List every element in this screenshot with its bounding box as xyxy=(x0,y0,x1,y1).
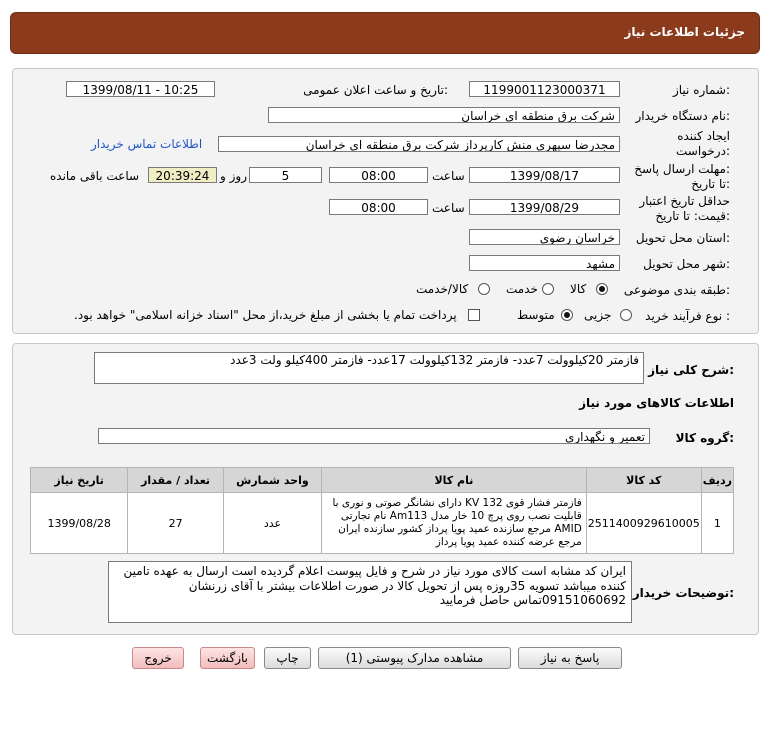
province-label: استان محل تحویل: xyxy=(635,231,730,245)
process-option-medium: متوسط xyxy=(517,308,555,322)
category-label: طبقه بندی موضوعی: xyxy=(623,283,730,297)
print-button[interactable]: چاپ xyxy=(264,647,311,669)
deadline-label-2: تا تاریخ: xyxy=(691,177,730,191)
deadline-time-field: 08:00 xyxy=(329,167,428,183)
category-option-goods: کالا xyxy=(570,282,587,296)
treasury-note: پرداخت تمام یا بخشی از مبلغ خرید،از محل "اسناد خزانه اسلامی" خواهد بود. xyxy=(74,308,457,322)
general-desc-label: شرح کلی نیاز: xyxy=(648,363,734,377)
cell-code: 2511400929610005 xyxy=(586,493,701,554)
goods-table xyxy=(30,467,734,554)
page-title: جزئیات اطلاعات نیاز xyxy=(624,25,745,39)
category-option-service: خدمت xyxy=(506,282,538,296)
back-button[interactable]: بازگشت xyxy=(200,647,255,669)
category-radio-goods[interactable] xyxy=(596,283,608,295)
creator-label-2: درخواست: xyxy=(676,144,730,158)
creator-label: ایجاد کننده xyxy=(677,129,730,143)
goods-group-label: گروه کالا: xyxy=(675,431,734,445)
page-header xyxy=(10,12,760,54)
process-label: نوع فرآیند خرید : xyxy=(645,309,730,323)
col-header-qty: تعداد / مقدار xyxy=(128,468,224,493)
deadline-date-field: 1399/08/17 xyxy=(469,167,620,183)
validity-label-2: قیمت: تا تاریخ: xyxy=(655,209,730,223)
col-header-code: کد کالا xyxy=(586,468,701,493)
remaining-label: ساعت باقی مانده xyxy=(50,169,140,183)
cell-name: فازمتر فشار قوی KV 132 دارای نشانگر صوتی و نوری با قابلیت نصب روی پرچ 10 خار مدل Am113 نام تجارتی AMID مرجع سازنده عمید پویا پرداز کشور سازنده ایران مرجع عرضه کننده عمید پویا پرداز xyxy=(322,493,587,554)
table-row xyxy=(31,493,734,554)
validity-time-field: 08:00 xyxy=(329,199,428,215)
creator-field: مجدرضا سپهری منش کارپرداز شرکت برق منطقه ای خراسان xyxy=(218,136,620,152)
cell-qty: 27 xyxy=(128,493,224,554)
table-header-row xyxy=(31,468,734,493)
exit-button[interactable]: خروج xyxy=(132,647,184,669)
general-desc-field: فازمتر 20کیلوولت 7عدد- فازمتر 132کیلوولت 17عدد- فازمتر 400کیلو ولت 3عدد xyxy=(94,352,644,384)
buyer-field: شرکت برق منطقه ای خراسان xyxy=(268,107,620,123)
buyer-notes-label: توضیحات خریدار: xyxy=(632,586,734,600)
process-radio-minor[interactable] xyxy=(620,309,632,321)
col-header-name: نام کالا xyxy=(322,468,587,493)
cell-row-number: 1 xyxy=(701,493,733,554)
cell-date: 1399/08/28 xyxy=(31,493,128,554)
validity-date-field: 1399/08/29 xyxy=(469,199,620,215)
buyer-contact-link[interactable]: اطلاعات تماس خریدار xyxy=(91,137,203,151)
announce-label: تاریخ و ساعت اعلان عمومی: xyxy=(303,83,448,97)
reply-button[interactable]: پاسخ به نیاز xyxy=(518,647,622,669)
days-label: روز و xyxy=(220,169,247,183)
treasury-checkbox[interactable] xyxy=(468,309,480,321)
city-field: مشهد xyxy=(469,255,620,271)
remaining-time-field: 20:39:24 xyxy=(148,167,217,183)
category-radio-service[interactable] xyxy=(542,283,554,295)
buyer-label: نام دستگاه خریدار: xyxy=(635,109,730,123)
need-number-label: شماره نیاز: xyxy=(672,83,730,97)
validity-label: حداقل تاریخ اعتبار xyxy=(639,194,730,208)
process-radio-medium[interactable] xyxy=(561,309,573,321)
validity-time-label: ساعت xyxy=(432,201,465,215)
deadline-time-label: ساعت xyxy=(432,169,465,183)
cell-unit: عدد xyxy=(223,493,321,554)
view-attachments-button[interactable]: مشاهده مدارک پیوستی (1) xyxy=(318,647,511,669)
goods-section-title: اطلاعات کالاهای مورد نیاز xyxy=(579,396,734,410)
process-option-minor: جزیی xyxy=(584,308,612,322)
days-field: 5 xyxy=(249,167,322,183)
need-number-field: 1199001123000371 xyxy=(469,81,620,97)
col-header-unit: واحد شمارش xyxy=(223,468,321,493)
city-label: شهر محل تحویل: xyxy=(643,257,730,271)
buyer-notes-field: ایران کد مشابه است کالای مورد نیاز در شرح و فایل پیوست اعلام گردیده است ارسال به عهده تامین کننده میباشد تسویه 35روزه پس از تحویل کالا در صورت اطلاعات بیشتر با آقای زرنشان 09151060692تماس حاصل فرمایید xyxy=(108,561,632,623)
category-radio-goods-service[interactable] xyxy=(478,283,490,295)
deadline-label: مهلت ارسال پاسخ: xyxy=(634,162,730,176)
announce-field: 1399/08/11 - 10:25 xyxy=(66,81,215,97)
col-header-date: تاریخ نیاز xyxy=(31,468,128,493)
goods-group-field: تعمیر و نگهداری xyxy=(98,428,650,444)
province-field: خراسان رضوی xyxy=(469,229,620,245)
col-header-row-number: ردیف xyxy=(701,468,733,493)
category-option-goods-service: کالا/خدمت xyxy=(416,282,469,296)
